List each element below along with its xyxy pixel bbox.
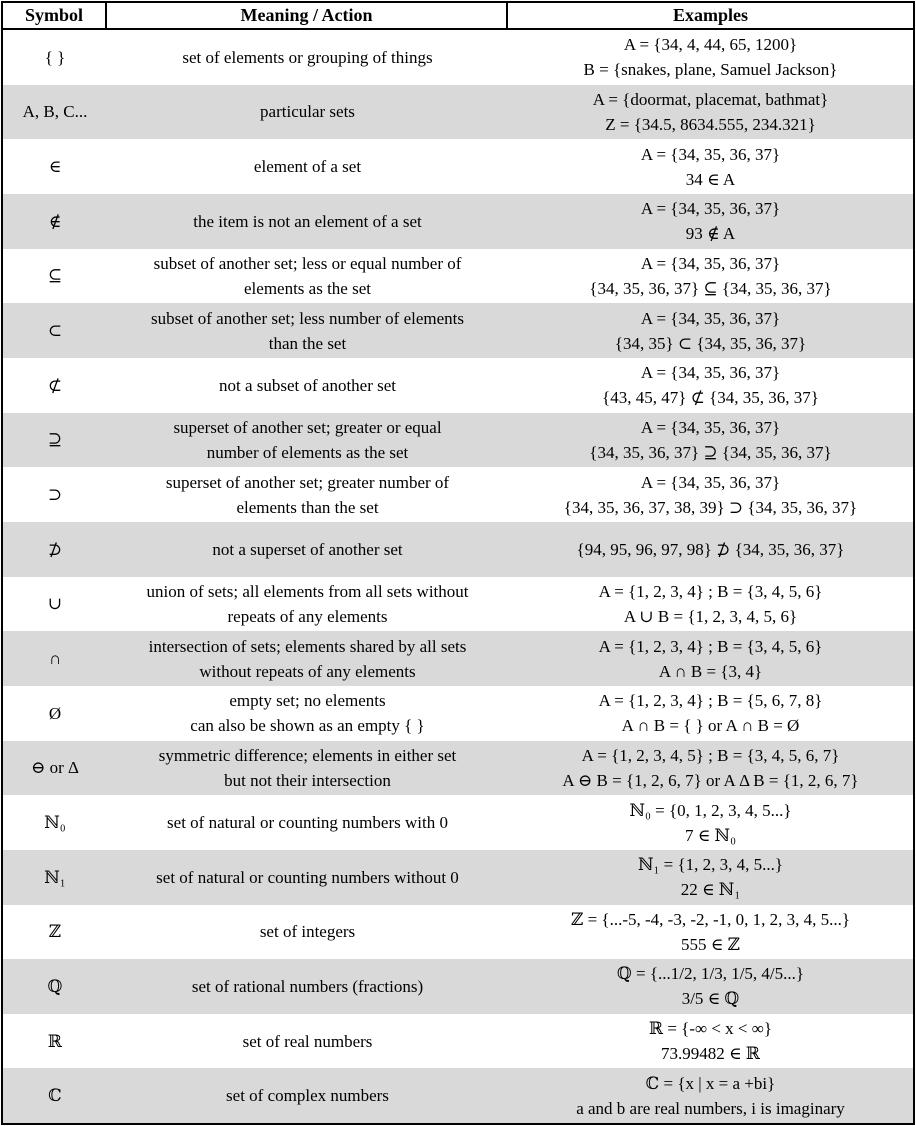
table-body <box>3 30 913 1123</box>
examples-cell <box>508 686 913 741</box>
header-meaning: Meaning / Action <box>107 3 508 28</box>
text-line: {34, 35, 36, 37} ⊆ {34, 35, 36, 37} <box>589 278 832 298</box>
table-row <box>3 631 913 686</box>
table-row <box>3 1068 913 1123</box>
text-line: ℤ <box>48 922 62 942</box>
symbol-cell <box>3 522 107 577</box>
text-line: elements as the set <box>244 278 371 298</box>
examples-cell <box>508 631 913 686</box>
symbol-cell <box>3 1014 107 1069</box>
symbol-cell <box>3 577 107 632</box>
examples-cell <box>508 249 913 304</box>
text-line: ℕ₁ <box>44 867 66 887</box>
examples-cell <box>508 905 913 960</box>
symbol-cell <box>3 303 107 358</box>
text-line: number of elements as the set <box>206 442 409 462</box>
text-line: set of real numbers <box>242 1031 373 1051</box>
text-line: 555 ∈ ℤ <box>681 934 740 954</box>
meaning-cell <box>107 522 508 577</box>
set-symbols-table <box>1 1 915 1125</box>
text-line: subset of another set; less or equal number of <box>153 253 462 273</box>
meaning-cell <box>107 194 508 249</box>
meaning-cell <box>107 303 508 358</box>
text-line: 73.99482 ∈ ℝ <box>661 1044 760 1064</box>
symbol-cell <box>3 413 107 468</box>
examples-cell <box>508 795 913 850</box>
examples-cell <box>508 1014 913 1069</box>
table-row <box>3 413 913 468</box>
text-line: union of sets; all elements from all sets without <box>146 581 469 601</box>
text-line: set of natural or counting numbers with 0 <box>167 813 448 833</box>
text-line: Z = {34.5, 8634.555, 234.321} <box>605 114 816 134</box>
examples-cell <box>508 577 913 632</box>
text-line: A ⊖ B = {1, 2, 6, 7} or A Δ B = {1, 2, 6, 7} <box>562 770 859 790</box>
text-line: ⊂ <box>47 321 63 341</box>
meaning-cell <box>107 85 508 140</box>
text-line: 3/5 ∈ ℚ <box>681 989 740 1009</box>
text-line: ℂ = {x | x = a +bi} <box>645 1073 776 1093</box>
text-line: superset of another set; greater or equal <box>173 417 442 437</box>
text-line: ℂ <box>48 1086 62 1106</box>
text-line: intersection of sets; elements shared by all sets <box>148 636 467 656</box>
text-line: A = {34, 35, 36, 37} <box>640 472 781 492</box>
text-line: ∈ <box>48 157 62 177</box>
text-line: A ∩ B = {3, 4} <box>658 661 763 681</box>
text-line: 7 ∈ ℕ₀ <box>684 825 737 845</box>
table-row <box>3 194 913 249</box>
text-line: set of rational numbers (fractions) <box>191 976 424 996</box>
text-line: A = {1, 2, 3, 4, 5} ; B = {3, 4, 5, 6, 7} <box>581 745 840 765</box>
table-row <box>3 741 913 796</box>
text-line: ℝ <box>47 1031 63 1051</box>
symbol-cell <box>3 358 107 413</box>
meaning-cell <box>107 959 508 1014</box>
examples-cell <box>508 413 913 468</box>
table-row <box>3 249 913 304</box>
table-row <box>3 522 913 577</box>
table-row <box>3 139 913 194</box>
table-row <box>3 577 913 632</box>
text-line: {34, 35, 36, 37, 38, 39} ⊃ {34, 35, 36, 37} <box>563 497 858 517</box>
text-line: the item is not an element of a set <box>193 211 422 231</box>
table-row <box>3 358 913 413</box>
table-row <box>3 1014 913 1069</box>
meaning-cell <box>107 139 508 194</box>
symbol-cell <box>3 139 107 194</box>
text-line: not a superset of another set <box>212 539 403 559</box>
text-line: A = {34, 35, 36, 37} <box>640 253 781 273</box>
symbol-cell <box>3 631 107 686</box>
symbol-cell <box>3 795 107 850</box>
text-line: without repeats of any elements <box>199 661 416 681</box>
text-line: but not their intersection <box>224 770 391 790</box>
examples-cell <box>508 467 913 522</box>
table-row <box>3 905 913 960</box>
text-line: not a subset of another set <box>218 375 397 395</box>
table-row <box>3 686 913 741</box>
text-line: ℚ = {...1/2, 1/3, 1/5, 4/5...} <box>616 964 805 984</box>
meaning-cell <box>107 1014 508 1069</box>
text-line: A = {34, 35, 36, 37} <box>640 417 781 437</box>
table-row <box>3 85 913 140</box>
text-line: subset of another set; less number of elements <box>150 308 464 328</box>
text-line: 34 ∈ A <box>685 169 736 189</box>
meaning-cell <box>107 358 508 413</box>
text-line: {94, 95, 96, 97, 98} ⊅ {34, 35, 36, 37} <box>576 539 845 559</box>
text-line: ⊄ <box>47 375 63 395</box>
examples-cell <box>508 85 913 140</box>
text-line: ℕ₁ = {1, 2, 3, 4, 5...} <box>637 855 784 875</box>
text-line: than the set <box>268 333 347 353</box>
text-line: A ∩ B = { } or A ∩ B = Ø <box>621 716 800 736</box>
symbol-cell <box>3 194 107 249</box>
text-line: A, B, C... <box>22 102 88 122</box>
examples-cell <box>508 358 913 413</box>
text-line: { } <box>44 47 66 67</box>
symbol-cell <box>3 850 107 905</box>
symbol-cell <box>3 741 107 796</box>
text-line: ℕ₀ = {0, 1, 2, 3, 4, 5...} <box>629 800 792 820</box>
meaning-cell <box>107 850 508 905</box>
symbol-cell <box>3 467 107 522</box>
text-line: A = {34, 35, 36, 37} <box>640 363 781 383</box>
meaning-cell <box>107 631 508 686</box>
text-line: a and b are real numbers, i is imaginary <box>576 1098 845 1118</box>
examples-cell <box>508 741 913 796</box>
text-line: ∪ <box>47 594 63 614</box>
symbol-cell <box>3 30 107 85</box>
text-line: A = {34, 35, 36, 37} <box>640 199 781 219</box>
text-line: {34, 35, 36, 37} ⊇ {34, 35, 36, 37} <box>589 442 832 462</box>
text-line: ⊖ or Δ <box>31 758 79 778</box>
text-line: ℤ = {...-5, -4, -3, -2, -1, 0, 1, 2, 3, 4, 5...} <box>570 909 851 929</box>
symbol-cell <box>3 85 107 140</box>
examples-cell <box>508 522 913 577</box>
text-line: A ∪ B = {1, 2, 3, 4, 5, 6} <box>623 606 798 626</box>
text-line: element of a set <box>253 157 362 177</box>
symbol-cell <box>3 905 107 960</box>
text-line: ℝ = {-∞ < x < ∞} <box>648 1019 773 1039</box>
text-line: ⊅ <box>47 539 63 559</box>
text-line: 93 ∉ A <box>685 224 736 244</box>
examples-cell <box>508 303 913 358</box>
text-line: ⊇ <box>47 430 63 450</box>
text-line: A = {1, 2, 3, 4} ; B = {5, 6, 7, 8} <box>598 691 823 711</box>
text-line: B = {snakes, plane, Samuel Jackson} <box>583 60 838 80</box>
meaning-cell <box>107 467 508 522</box>
text-line: {43, 45, 47} ⊄ {34, 35, 36, 37} <box>602 388 819 408</box>
meaning-cell <box>107 30 508 85</box>
text-line: repeats of any elements <box>227 606 388 626</box>
header-examples: Examples <box>672 5 748 25</box>
examples-cell <box>508 850 913 905</box>
table-row <box>3 303 913 358</box>
table-row <box>3 467 913 522</box>
text-line: Ø <box>48 703 62 723</box>
table-header <box>3 3 913 30</box>
examples-cell <box>508 30 913 85</box>
text-line: A = {34, 4, 44, 65, 1200} <box>623 35 798 55</box>
text-line: ⊃ <box>47 485 63 505</box>
text-line: superset of another set; greater number of <box>165 472 450 492</box>
text-line: ℕ₀ <box>44 813 66 833</box>
examples-cell <box>508 194 913 249</box>
text-line: empty set; no elements <box>229 691 386 711</box>
text-line: set of elements or grouping of things <box>182 47 433 67</box>
text-line: ∩ <box>48 649 62 669</box>
text-line: set of natural or counting numbers without 0 <box>156 867 459 887</box>
table-row <box>3 30 913 85</box>
meaning-cell <box>107 413 508 468</box>
text-line: ℚ <box>47 976 63 996</box>
symbol-cell <box>3 686 107 741</box>
table-row <box>3 795 913 850</box>
meaning-cell <box>107 905 508 960</box>
text-line: ∉ <box>48 211 62 231</box>
examples-cell <box>508 959 913 1014</box>
meaning-cell <box>107 1068 508 1123</box>
meaning-cell <box>107 249 508 304</box>
text-line: A = {1, 2, 3, 4} ; B = {3, 4, 5, 6} <box>598 636 823 656</box>
text-line: symmetric difference; elements in either set <box>158 745 457 765</box>
meaning-cell <box>107 686 508 741</box>
symbol-cell <box>3 959 107 1014</box>
text-line: A = {34, 35, 36, 37} <box>640 308 781 328</box>
meaning-cell <box>107 741 508 796</box>
text-line: A = {34, 35, 36, 37} <box>640 144 781 164</box>
text-line: ⊆ <box>47 266 63 286</box>
text-line: 22 ∈ ℕ₁ <box>680 880 741 900</box>
text-line: A = {1, 2, 3, 4} ; B = {3, 4, 5, 6} <box>598 581 823 601</box>
text-line: A = {doormat, placemat, bathmat} <box>592 89 829 109</box>
symbol-cell <box>3 1068 107 1123</box>
text-line: set of complex numbers <box>226 1086 389 1106</box>
symbol-cell <box>3 249 107 304</box>
examples-cell <box>508 1068 913 1123</box>
text-line: set of integers <box>259 922 356 942</box>
table-row <box>3 850 913 905</box>
text-line: particular sets <box>260 102 355 122</box>
text-line: elements than the set <box>236 497 379 517</box>
examples-cell <box>508 139 913 194</box>
text-line: can also be shown as an empty { } <box>190 716 425 736</box>
text-line: {34, 35} ⊂ {34, 35, 36, 37} <box>614 333 807 353</box>
meaning-cell <box>107 795 508 850</box>
table-row <box>3 959 913 1014</box>
meaning-cell <box>107 577 508 632</box>
header-symbol: Symbol <box>3 3 107 28</box>
